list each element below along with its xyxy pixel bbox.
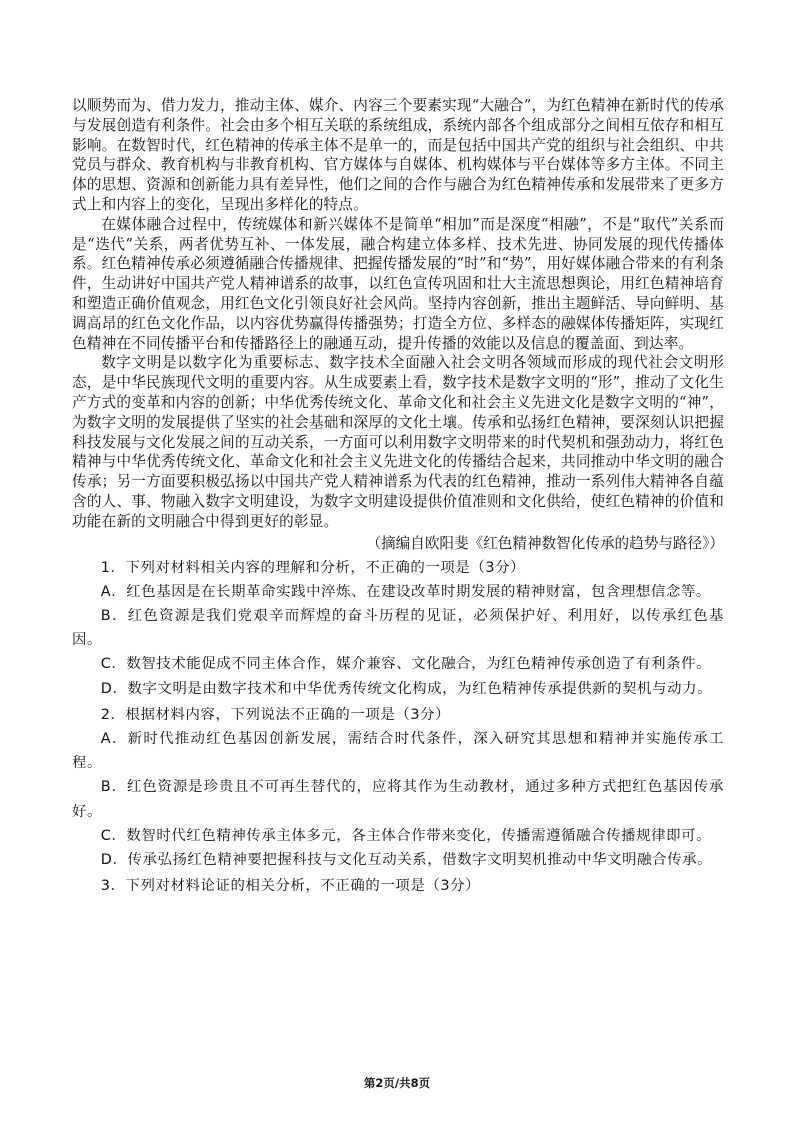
question-option: C．数智技术能促成不同主体合作，媒介兼容、文化融合，为红色精神传承创造了有利条件。	[100, 656, 712, 673]
question-1	[72, 556, 724, 701]
question-option: D．数字文明是由数字技术和中华优秀传统文化构成，为红色精神传承提供新的契机与动力。	[100, 680, 713, 697]
page-number-footer: 第2页/共8页	[363, 1076, 431, 1090]
question-option: A．新时代推动红色基因创新发展，需结合时代条件，深入研究其思想和精神并实施传承工程。	[72, 730, 724, 772]
passage-paragraph-2: 在媒体融合过程中，传统媒体和新兴媒体不是简单“相加”而是深度“相融”，不是“取代”关系而是“迭代”关系，两者优势互补、一体发展，融合构建立体多样、技术先进、协同发展的现代传播体系。红色精神传承必须遵循融合传播规律、把握传播发展的“时”和“势”，用好媒体融合带来的有利条件，生动讲好中国共产党人精神谱系的故事，以红色宣传巩固和壮大主流思想舆论，用红色精神培育和塑造正确价值观念，用红色文化引领良好社会风尚。坚持内容创新，推出主题鲜活、导向鲜明、基调高昂的红色文化作品，以内容优势赢得传播强势；打造全方位、多样态的融媒体传播矩阵，实现红色精神在不同传播平台和传播路径上的融通互动，提升传播的效能以及信息的覆盖面、到达率。	[72, 215, 724, 352]
question-option: D．传承弘扬红色精神要把握科技与文化互动关系，借数字文明契机推动中华文明融合传承。	[100, 851, 713, 868]
passage-source: （摘编自欧阳斐《红色精神数智化传承的趋势与路径》）	[366, 534, 724, 552]
question-option: C．数智时代红色精神传承主体多元，各主体合作带来变化，传播需遵循融合传播规律即可。	[100, 827, 712, 844]
question-option: B．红色资源是我们党艰辛而辉煌的奋斗历程的见证，必须保护好、利用好，以传承红色基因。	[72, 607, 724, 649]
question-option: B．红色资源是珍贵且不可再生替代的，应将其作为生动教材，通过多种方式把红色基因传承好。	[72, 779, 724, 820]
question-3	[72, 874, 724, 898]
question-stem: 2．根据材料内容，下列说法不正确的一项是（3分）	[100, 706, 451, 723]
question-2	[72, 703, 724, 872]
question-stem: 3．下列对材料论证的相关分析，不正确的一项是（3分）	[100, 878, 481, 895]
passage-paragraph-3: 数字文明是以数字化为重要标志、数字技术全面融入社会文明各领域而形成的现代社会文明形态，是中华民族现代文明的重要内容。从生成要素上看，数字技术是数字文明的“形”，推动了文化生产方式的变革和内容的创新；中华优秀传统文化、革命文化和社会主义先进文化是数字文明的“神”，为数字文明的发展提供了坚实的社会基础和深厚的文化土壤。传承和弘扬红色精神，要深刻认识把握科技发展与文化发展之间的互动关系，一方面可以利用数字文明带来的时代契机和强劲动力，将红色精神与中华优秀传统文化、革命文化和社会主义先进文化的传播结合起来，共同推动中华文明的融合传承；另一方面要积极弘扬以中国共产党人精神谱系为代表的红色精神，推动一系列伟大精神各自蕴含的人、事、物融入数字文明建设，为数字文明建设提供价值准则和文化供给，使红色精神的价值和功能在新的文明融合中得到更好的彰显。	[72, 354, 724, 530]
question-option: A．红色基因是在长期革命实践中淬炼、在建设改革时期发展的精神财富，包含理想信念等。	[100, 583, 711, 600]
document-page	[72, 96, 724, 898]
question-stem: 1．下列对材料相关内容的理解和分析，不正确的一项是（3分）	[100, 559, 526, 576]
passage-paragraph-1: 以顺势而为、借力发力，推动主体、媒介、内容三个要素实现“大融合”，为红色精神在新时代的传承与发展创造有利条件。社会由多个相互关联的系统组成，系统内部各个组成部分之间相互依存和相互影响。在数智时代，红色精神的传承主体不是单一的，而是包括中国共产党的组织与社会组织、中共党员与群众、教育机构与非教育机构、官方媒体与自媒体、机构媒体与平台媒体等多方主体。不同主体的思想、资源和创新能力具有差异性，他们之间的合作与融合为红色精神传承和发展带来了更多方式上和内容上的变化，呈现出多样化的特点。	[72, 97, 724, 213]
